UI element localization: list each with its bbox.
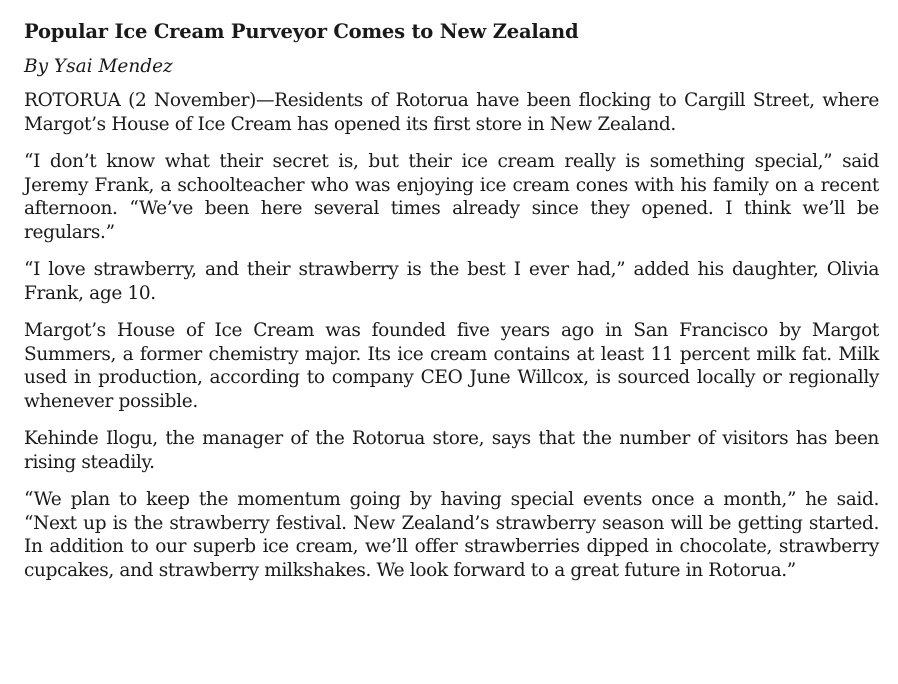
article	[24, 18, 879, 596]
article-byline: By Ysai Mendez	[24, 56, 173, 77]
article-paragraph: “I love strawberry, and their strawberry is the best I ever had,” added his daughter, Olivia Frank, age 10.	[24, 259, 879, 304]
article-headline: Popular Ice Cream Purveyor Comes to New Zealand	[24, 20, 579, 43]
article-paragraph: Kehinde Ilogu, the manager of the Rotorua store, says that the number of visitors has been rising steadily.	[24, 428, 879, 473]
article-paragraph: ROTORUA (2 November)—Residents of Rotorua have been flocking to Cargill Street, where Margot’s House of Ice Cream has opened its first store in New Zealand.	[24, 90, 879, 135]
article-paragraph: Margot’s House of Ice Cream was founded five years ago in San Francisco by Margot Summers, a former chemistry major. Its ice cream contains at least 11 percent milk fat. Milk used in production, according to company CEO June Willcox, is sourced locally or regionally whenever possible.	[24, 320, 879, 412]
article-paragraph: “We plan to keep the momentum going by having special events once a month,” he said. “Next up is the strawberry festival. New Zealand’s strawberry season will be getting started. In addition to our superb ice cream, we’ll offer strawberries dipped in chocolate, strawberry cupcakes, and strawberry milkshakes. We look forward to a great future in Rotorua.”	[24, 489, 879, 581]
article-paragraph: “I don’t know what their secret is, but their ice cream really is something special,” said Jeremy Frank, a schoolteacher who was enjoying ice cream cones with his family on a recent afternoon. “We’ve been here several times already since they opened. I think we’ll be regulars.”	[24, 151, 879, 243]
